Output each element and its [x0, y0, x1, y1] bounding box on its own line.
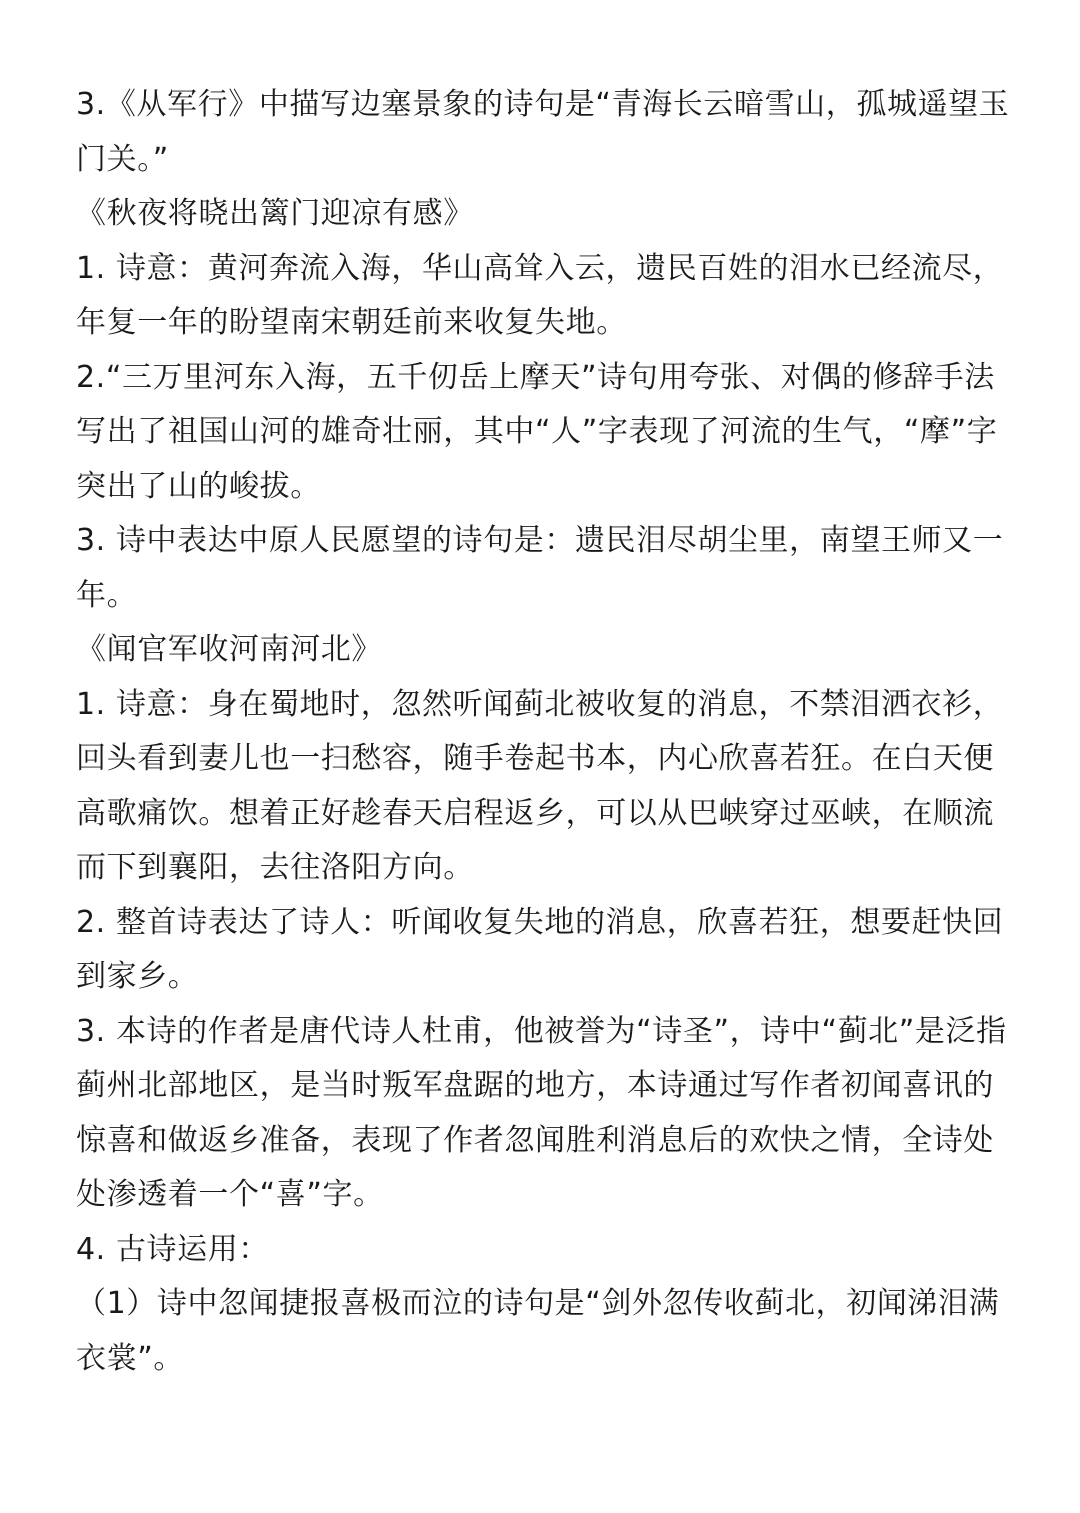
paragraph-qiuye-q1: 1. 诗意：黄河奔流入海，华山高耸入云，遗民百姓的泪水已经流尽，年复一年的盼望南宋朝廷前来收复失地。 — [76, 250, 1004, 340]
paragraph-wenguanjun-q2: 2. 整首诗表达了诗人：听闻收复失地的消息，欣喜若狂，想要赶快回到家乡。 — [76, 904, 1004, 994]
paragraph-wenguanjun-q1: 1. 诗意：身在蜀地时，忽然听闻蓟北被收复的消息，不禁泪洒衣衫，回头看到妻儿也一扫愁容，随手卷起书本，内心欣喜若狂。在白天便高歌痛饮。想着正好趁春天启程返乡，可以从巴峡穿过巫峡，在顺流而下到襄阳，去往洛阳方向。 — [76, 686, 1004, 885]
poem-title-qiuye: 《秋夜将晓出篱门迎凉有感》 — [76, 196, 474, 231]
paragraph-wenguanjun-q3: 3. 本诗的作者是唐代诗人杜甫，他被誉为“诗圣”，诗中“蓟北”是泛指蓟州北部地区，是当时叛军盘踞的地方，本诗通过写作者初闻喜讯的惊喜和做返乡准备，表现了作者忽闻胜利消息后的欢快之情，全诗处处渗透着一个“喜”字。 — [76, 1013, 1007, 1212]
paragraph-qiuye-q2: 2.“三万里河东入海，五千仞岳上摩天”诗句用夸张、对偶的修辞手法写出了祖国山河的雄奇壮丽，其中“人”字表现了河流的生气，“摩”字突出了山的峻拔。 — [76, 359, 998, 504]
paragraph-wenguanjun-q4-1: （1）诗中忽闻捷报喜极而泣的诗句是“剑外忽传收蓟北，初闻涕泪满衣裳”。 — [76, 1286, 1000, 1376]
paragraph-qiuye-q3: 3. 诗中表达中原人民愿望的诗句是：遗民泪尽胡尘里，南望王师又一年。 — [76, 523, 1004, 613]
poem-title-wenguanjun: 《闻官军收河南河北》 — [76, 632, 382, 667]
document-body — [76, 78, 1011, 1386]
paragraph-congjunxing-q3: 3.《从军行》中描写边塞景象的诗句是“青海长云暗雪山，孤城遥望玉门关。” — [76, 87, 1010, 177]
paragraph-wenguanjun-q4: 4. 古诗运用： — [76, 1231, 269, 1267]
